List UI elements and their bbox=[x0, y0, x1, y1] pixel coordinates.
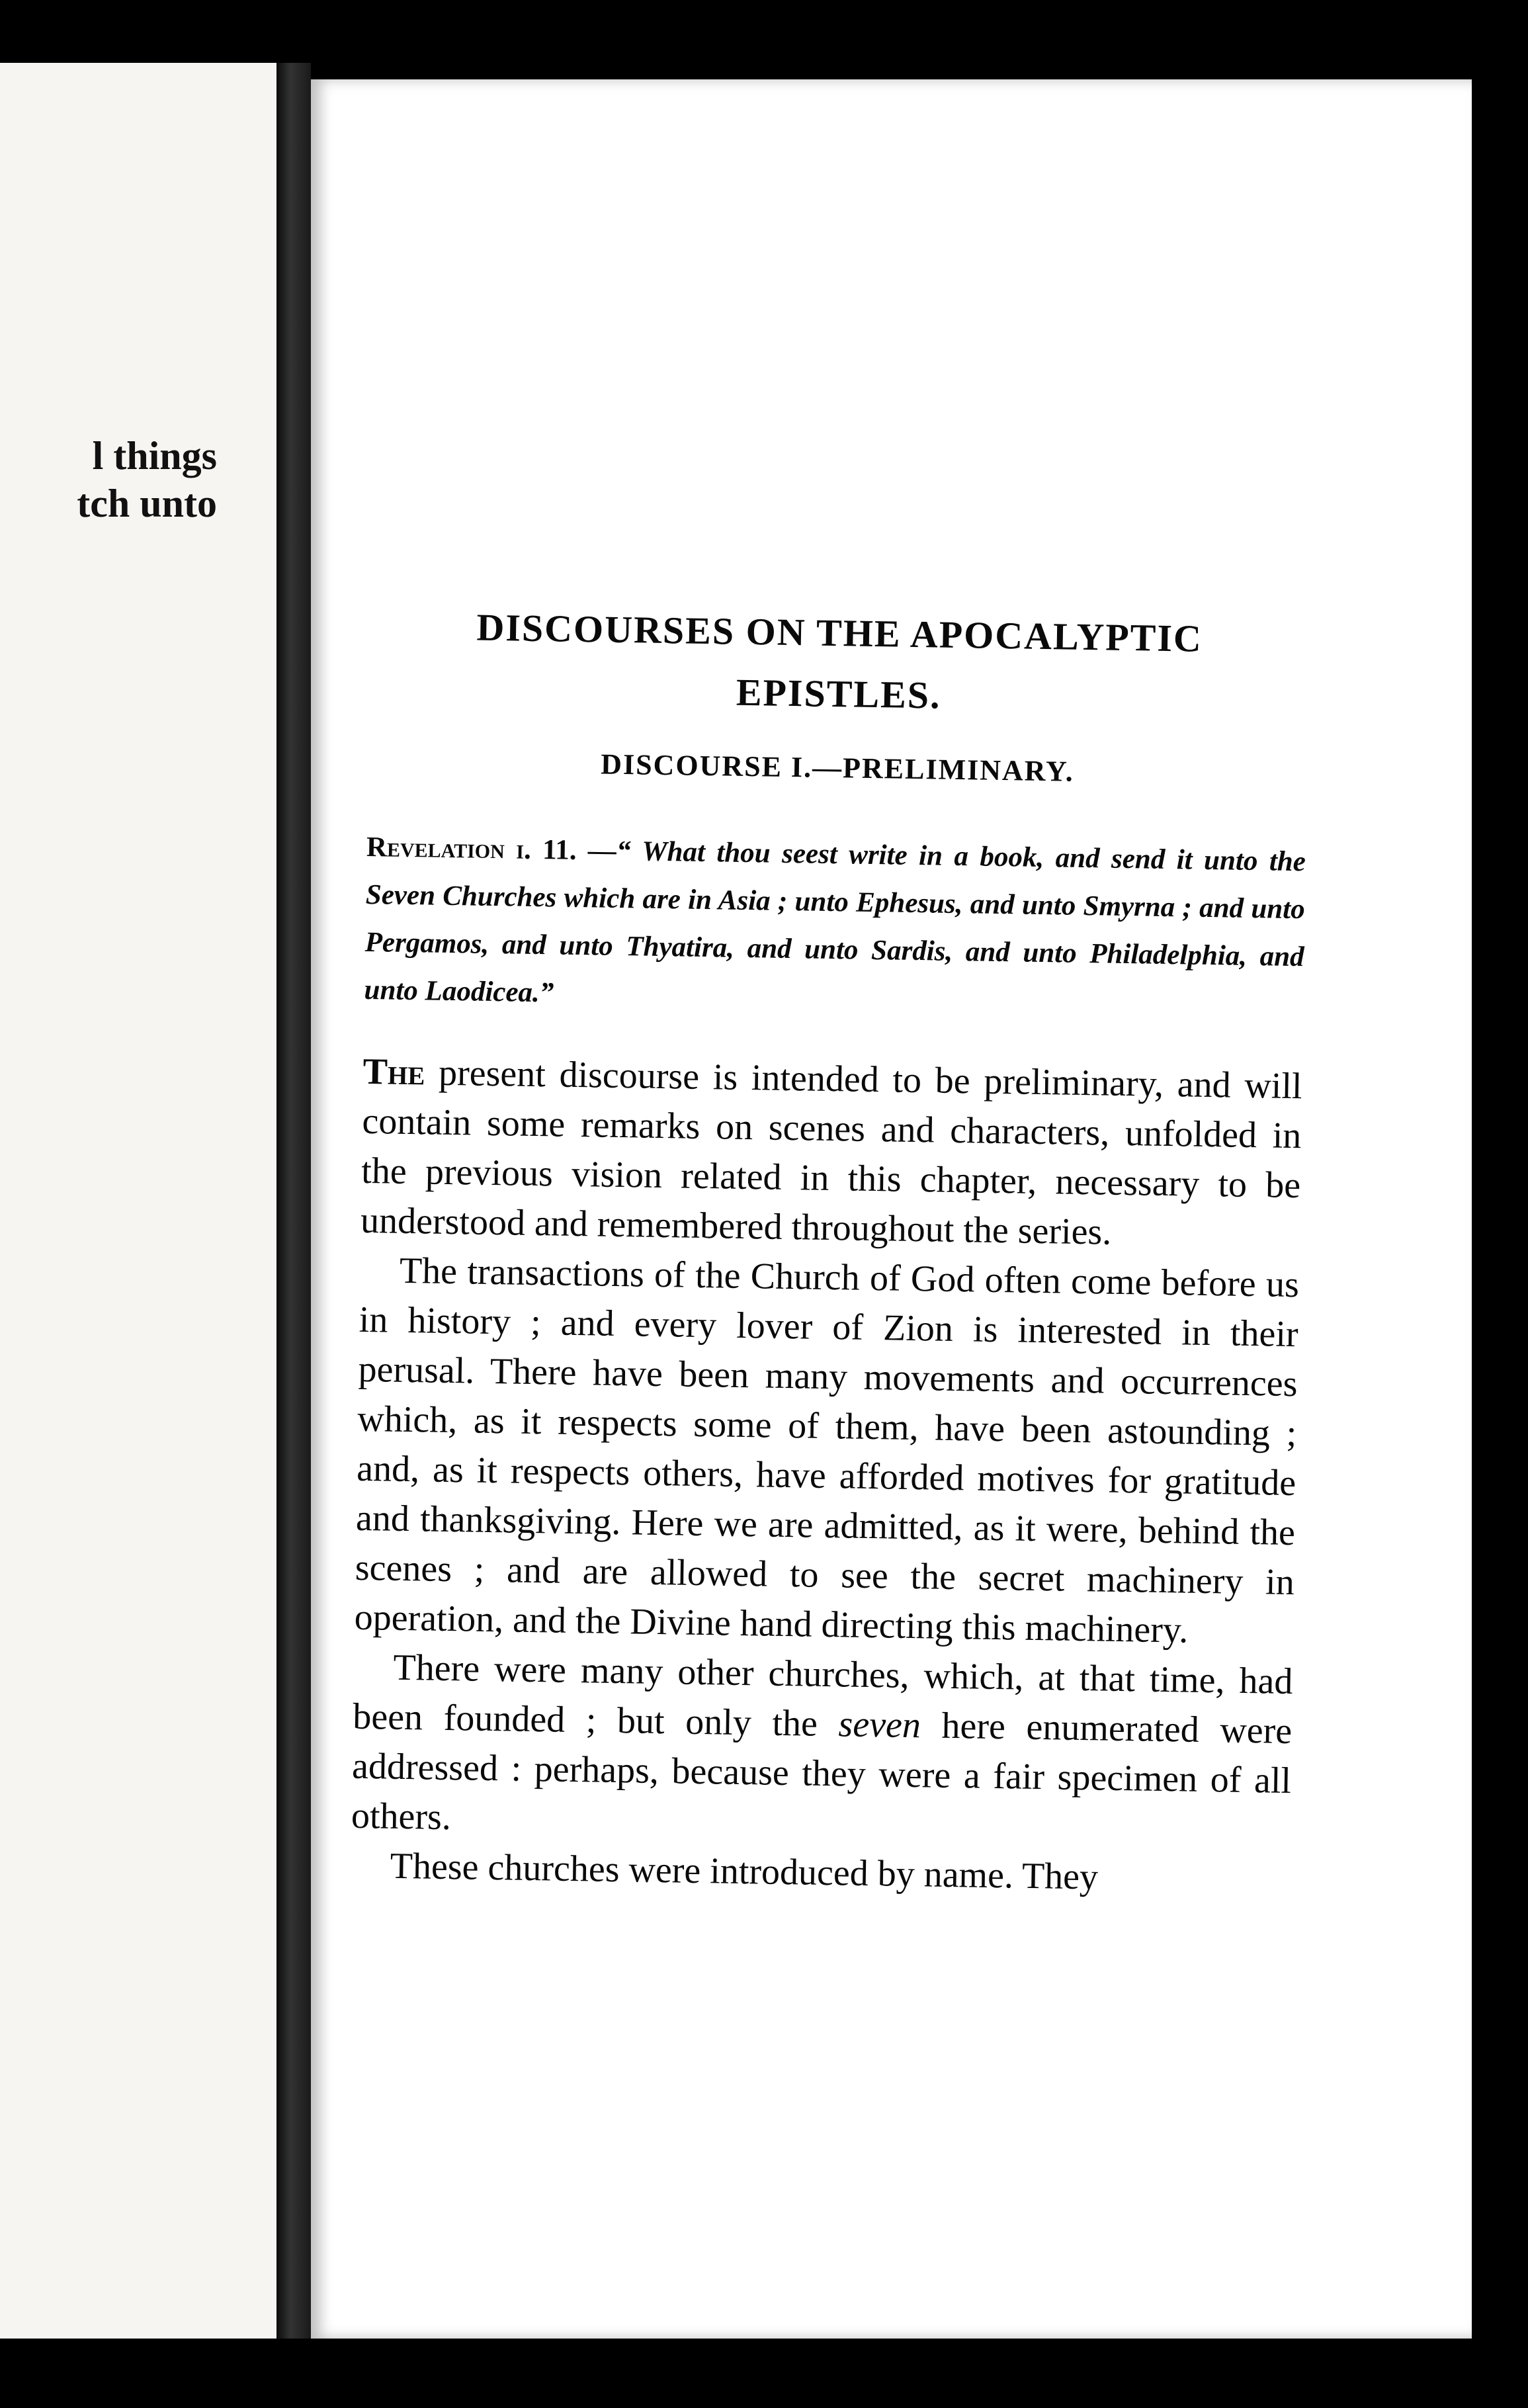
scripture-reference: Revelation i. 11. bbox=[366, 831, 577, 866]
body-paragraph bbox=[351, 1643, 1293, 1856]
scripture-epigraph bbox=[364, 824, 1306, 1029]
paragraph-text: here enumerated were addressed : perhaps, because they were a fair specimen of all others. bbox=[351, 1705, 1293, 1838]
body-paragraph bbox=[361, 1047, 1303, 1260]
facing-page-text-line: tch unto bbox=[77, 482, 217, 525]
paragraph-lead-word: The bbox=[362, 1051, 425, 1094]
paragraph-text: The transactions of the Church of God often come before us in history ; and every lover of Zion is interested in their perusal. There have been many movements and occurrences which, as it respects some of them, have been astounding ; and, as it respects others, have afforded motives for gratitude and thanksgiving. Here we are admitted, as it were, behind the scenes ; and are allowed to see the secret machinery in operation, and the Divine hand directing this machinery. bbox=[354, 1250, 1300, 1651]
book-title: DISCOURSES ON THE APOCALYPTIC EPISTLES. bbox=[476, 605, 1203, 717]
book-page bbox=[311, 79, 1472, 2339]
facing-page-text-line: l things bbox=[92, 434, 217, 478]
page-content bbox=[350, 595, 1310, 1905]
paragraph-text: There were many other churches, which, at that time, had been founded ; but only the bbox=[352, 1647, 1293, 1745]
facing-page-fragment bbox=[0, 63, 276, 2339]
scripture-quote: —“ What thou seest write in a book, and send it unto the Seven Churches which are in Asia ; unto Ephesus, and unto Smyrna ; and unto Pergamos, and unto Thyatira, and unto Sardis, and unto Philadelphia, and unto Laodicea.” bbox=[364, 835, 1306, 1009]
body-paragraph bbox=[354, 1246, 1299, 1657]
paragraph-text: present discourse is intended to be preliminary, and will contain some remarks on scenes and characters, unfolded in the previous vision related in this chapter, necessary to be understood and remembered throughout the series. bbox=[360, 1052, 1303, 1253]
emphasized-word: seven bbox=[838, 1703, 921, 1746]
book-gutter bbox=[276, 63, 311, 2339]
discourse-heading: DISCOURSE I.—PRELIMINARY. bbox=[600, 748, 1075, 788]
paragraph-text: These churches were introduced by name. They bbox=[390, 1845, 1099, 1898]
